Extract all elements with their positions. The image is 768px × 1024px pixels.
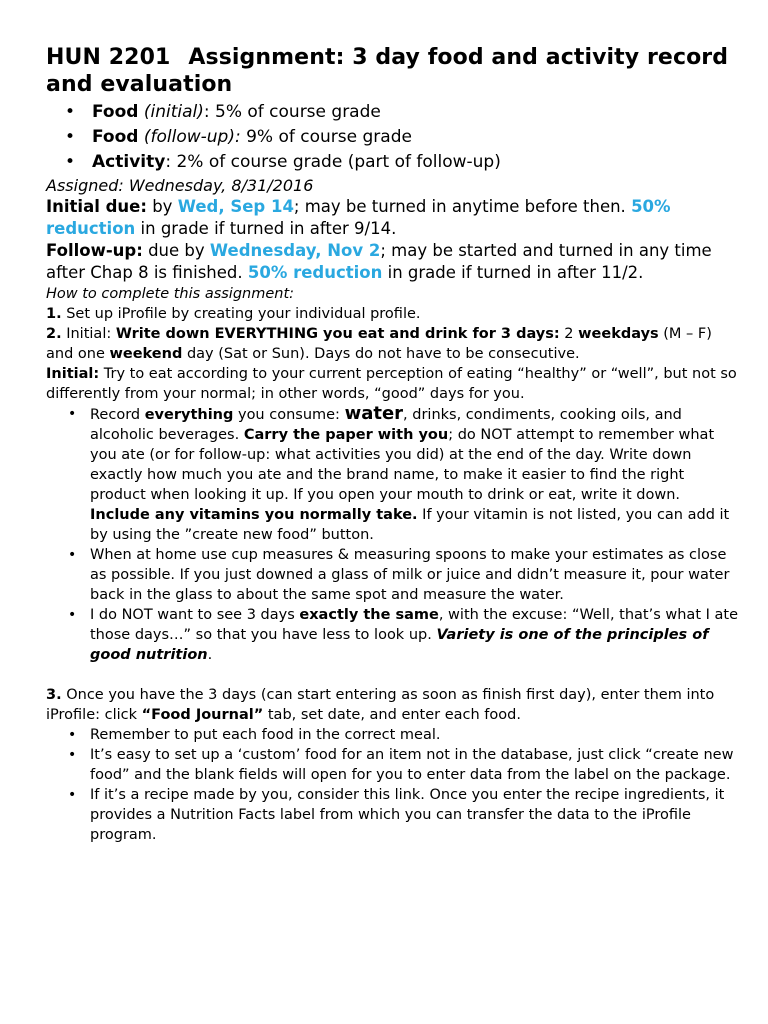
initial-due-paragraph: Initial due: by Wed, Sep 14; may be turned in anytime before then. 50% reduction in grade if turned in after 9/14. [46, 197, 671, 238]
step-2: 2. Initial: Write down EVERYTHING you eat and drink for 3 days: 2 weekdays (M – F) and one weekend day (Sat or Sun). Days do not have to be consecutive. [46, 326, 712, 362]
grade-item-food-followup: • Food (follow-up): 9% of course grade [46, 125, 738, 150]
list-item-measuring: • When at home use cup measures & measuring spoons to make your estimates as close as possible. If you just downed a glass of milk or juice and didn’t measure it, pour water back in the glass to about the same spot and measure the water. [46, 545, 738, 605]
grade-item-activity: • Activity: 2% of course grade (part of follow-up) [46, 150, 738, 175]
page-title [46, 44, 738, 98]
list-item-variety: • I do NOT want to see 3 days exactly the same, with the excuse: “Well, that’s what I ate those days…” so that you have less to look up. Variety is one of the principles of good nutrition. [46, 605, 738, 665]
step-1: 1. Set up iProfile by creating your individual profile. [46, 306, 421, 322]
spacer [46, 665, 738, 685]
step-3: 3. Once you have the 3 days (can start entering as soon as finish first day), enter them into iProfile: click “Food Journal” tab, set date, and enter each food. [46, 687, 715, 723]
list-item-correct-meal: • Remember to put each food in the correct meal. [46, 725, 738, 745]
initial-instructions: Initial: Try to eat according to your current perception of eating “healthy” or “well”, but not so differently from your normal; in other words, “good” days for you. [46, 366, 737, 402]
how-to-heading: How to complete this assignment: [46, 286, 295, 302]
grade-weight-list [46, 100, 738, 175]
list-item-custom-food: • It’s easy to set up a ‘custom’ food for an item not in the database, just click “create new food” and the blank fields will open for you to enter data from the label on the package. [46, 745, 738, 785]
water-emphasis: water [344, 403, 404, 424]
iprofile-tips-list [46, 725, 738, 845]
list-item-recipe: • If it’s a recipe made by you, consider this link. Once you enter the recipe ingredients, it provides a Nutrition Facts label from which you can transfer the data to the iProfile program. [46, 785, 738, 845]
initial-due-date: Wed, Sep 14 [177, 197, 294, 216]
recording-tips-list [46, 404, 738, 665]
follow-up-reduction: 50% reduction [247, 263, 383, 282]
assigned-date: Assigned: Wednesday, 8/31/2016 [46, 176, 314, 195]
course-code: HUN 2201 [46, 45, 171, 70]
title-text: Assignment: 3 day food and activity record and evaluation [46, 45, 729, 97]
follow-up-date: Wednesday, Nov 2 [209, 241, 381, 260]
grade-item-food-initial: • Food (initial): 5% of course grade [46, 100, 738, 125]
list-item-record-everything: • Record everything you consume: water, drinks, condiments, cooking oils, and alcoholic beverages. Carry the paper with you; do NOT attempt to remember what you ate (or for follow-up: what activities you did) at the end of the day. Write down exactly how much you ate and the brand name, to make it easier to find the right product when looking it up. If you open your mouth to drink or eat, write it down. Include any vitamins you normally take. If your vitamin is not listed, you can add it by using the ”create new food” button. [46, 404, 738, 545]
follow-up-paragraph: Follow-up: due by Wednesday, Nov 2; may be started and turned in any time after Chap 8 is finished. 50% reduction in grade if turned in after 11/2. [46, 241, 712, 282]
initial-reduction: 50% reduction [46, 197, 671, 238]
